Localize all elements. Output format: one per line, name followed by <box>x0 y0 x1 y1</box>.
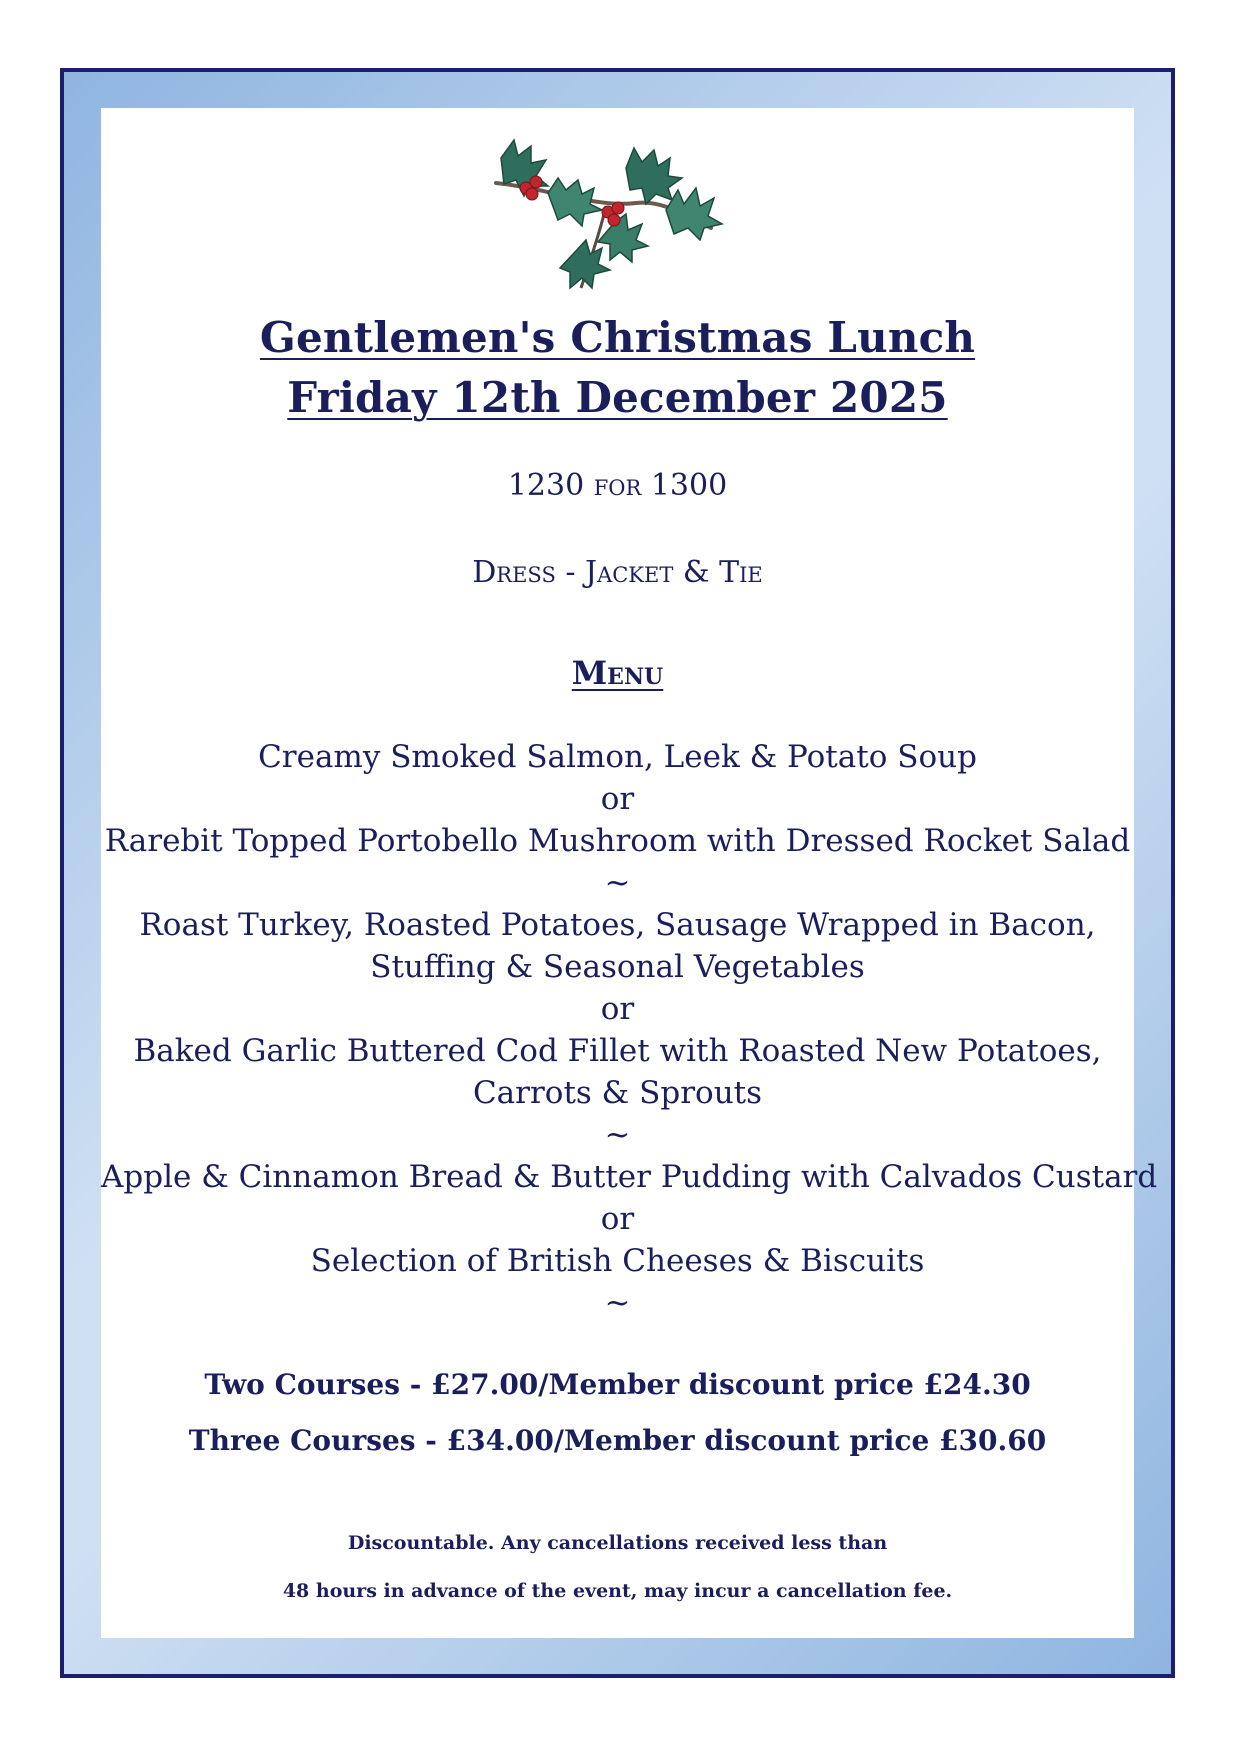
menu-line: ~ <box>604 865 631 901</box>
menu-panel <box>101 108 1158 1638</box>
menu-line: Baked Garlic Buttered Cod Fillet with Roasted New Potatoes, <box>133 1033 1102 1069</box>
menu-line: Stuffing & Seasonal Vegetables <box>370 949 865 985</box>
border-frame <box>60 68 1175 1678</box>
menu-line: Rarebit Topped Portobello Mushroom with Dressed Rocket Salad <box>104 823 1131 859</box>
event-date: Friday 12th December 2025 <box>287 373 948 422</box>
dress-code: Dress - Jacket & Tie <box>472 555 763 590</box>
menu-line: or <box>600 991 635 1027</box>
holly-sprig-icon <box>486 128 726 298</box>
price-three-courses: Three Courses - £34.00/Member discount price £30.60 <box>188 1424 1047 1457</box>
event-title: Gentlemen's Christmas Lunch <box>259 313 976 362</box>
cancellation-note-2: 48 hours in advance of the event, may incur a cancellation fee. <box>282 1580 953 1602</box>
menu-line: Apple & Cinnamon Bread & Butter Pudding with Calvados Custard <box>101 1159 1158 1195</box>
menu-line: ~ <box>604 1117 631 1153</box>
price-two-courses: Two Courses - £27.00/Member discount price £24.30 <box>204 1368 1031 1401</box>
menu-heading: Menu <box>571 654 664 692</box>
menu-line: ~ <box>604 1285 631 1321</box>
menu-line: or <box>600 1201 635 1237</box>
cancellation-note-1: Discountable. Any cancellations received less than <box>347 1532 888 1554</box>
menu-line: Carrots & Sprouts <box>472 1075 763 1111</box>
menu-line: or <box>600 781 635 817</box>
event-time: 1230 for 1300 <box>507 468 728 503</box>
menu-line: Selection of British Cheeses & Biscuits <box>310 1243 925 1279</box>
menu-line: Creamy Smoked Salmon, Leek & Potato Soup <box>258 739 977 775</box>
menu-line: Roast Turkey, Roasted Potatoes, Sausage Wrapped in Bacon, <box>139 907 1096 943</box>
menu-items <box>101 736 1158 1324</box>
